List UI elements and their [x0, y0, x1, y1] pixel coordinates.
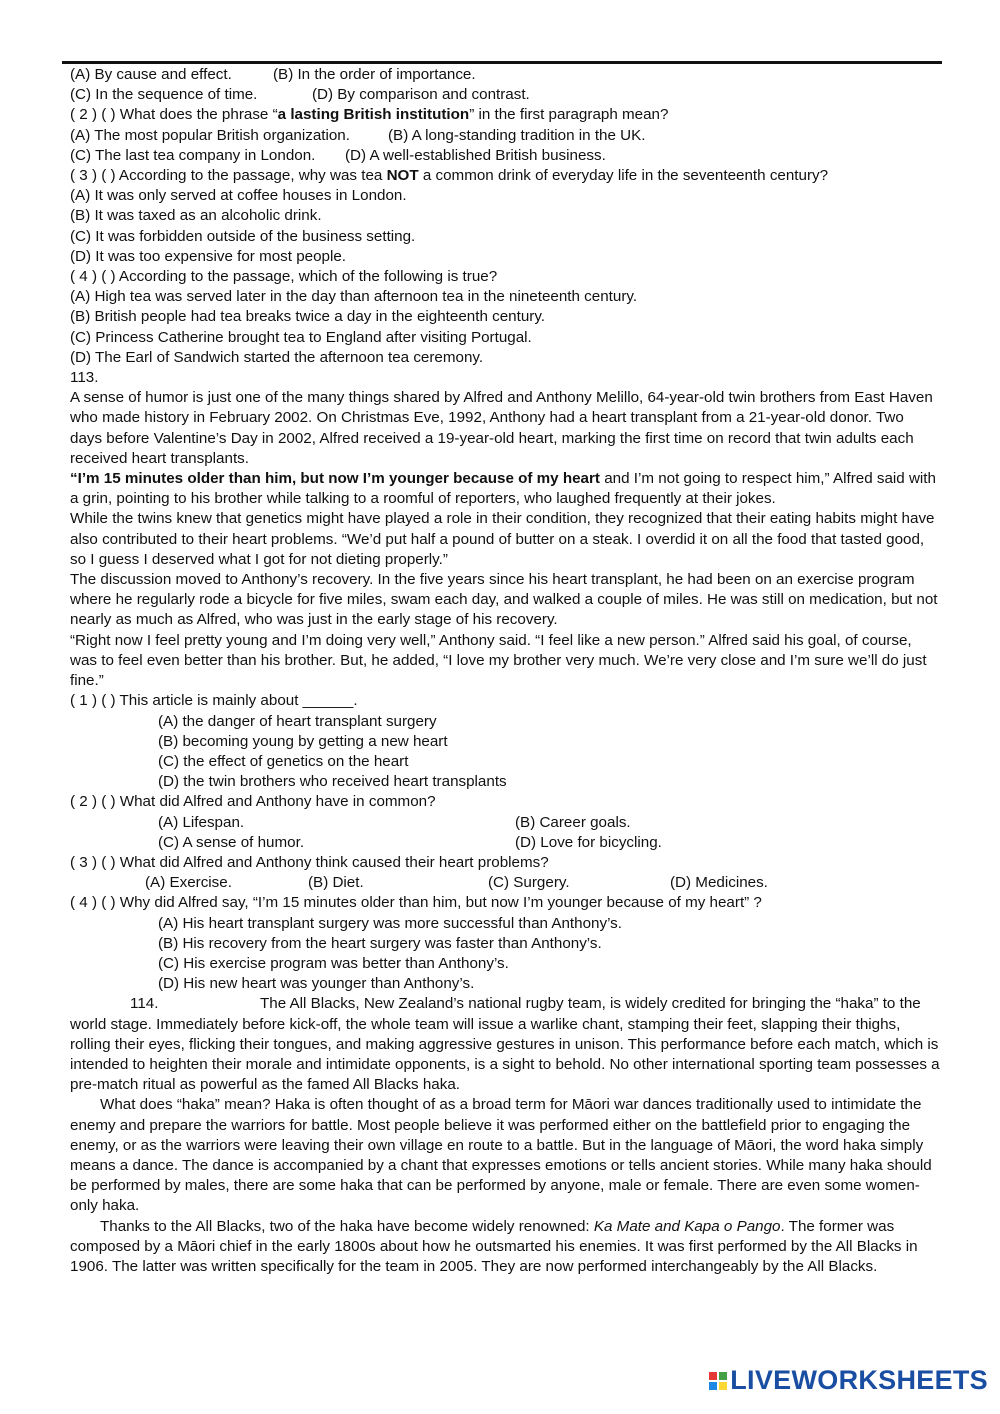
option-line: (C) His exercise program was better than Anthony’s. [158, 954, 509, 972]
option-line: (D) the twin brothers who received heart transplants [158, 773, 507, 791]
option: (B) Career goals. [515, 813, 631, 831]
question-4: ( 4 ) ( ) According to the passage, which of the following is true? [70, 268, 498, 286]
option-line: (C) The last tea company in London. (D) A well-established British business. [70, 146, 606, 164]
question-113-1: ( 1 ) ( ) This article is mainly about ______. [70, 692, 358, 710]
option-line: (A) His heart transplant surgery was more successful than Anthony’s. [158, 914, 622, 932]
passage-113-paragraph: While the twins knew that genetics might have played a role in their condition, they recognized that their eating habits might have also contributed to their heart problems. “We’d put half a pound of butter on a steak. I overdid it on all the food that tasted good, so I guess I deserved what I got for not dieting properly.” [70, 510, 935, 568]
option-line: (A) the danger of heart transplant surgery [158, 712, 437, 730]
question-3: ( 3 ) ( ) According to the passage, why was tea NOT a common drink of everyday life in the seventeenth century? [70, 167, 829, 185]
option-line: (A) By cause and effect. (B) In the order of importance. [70, 66, 476, 83]
option-line: (B) His recovery from the heart surgery was faster than Anthony’s. [158, 934, 602, 952]
passage-114-paragraph: 114. The All Blacks, New Zealand’s national rugby team, is widely credited for bringing the “haka” to the world stage. Immediately before kick-off, the whole team will issue a warlike chant, stamping their feet, slapping their thighs, rolling their eyes, flicking their tongues, and making aggressive gestures in unison. This performance before each match, which is intended to heighten their morale and intimidate opponents, is a sight to behold. No other international sporting team possesses a pre-match ritual as powerful as the famed All Blacks haka. [70, 995, 940, 1094]
option: (B) Diet. [308, 874, 364, 892]
logo-mark-icon [709, 1372, 727, 1390]
option-line: (B) It was taxed as an alcoholic drink. [70, 207, 322, 225]
option-line: (B) British people had tea breaks twice a day in the eighteenth century. [70, 308, 546, 326]
option-line: (A) High tea was served later in the day than afternoon tea in the nineteenth century. [70, 288, 638, 306]
question-113-2: ( 2 ) ( ) What did Alfred and Anthony have in common? [70, 793, 436, 811]
option-line: (B) becoming young by getting a new heart [158, 732, 448, 750]
passage-114-paragraph: Thanks to the All Blacks, two of the haka have become widely renowned: Ka Mate and Kapa o Pango. The former was composed by a Māori chief in the early 1800s about how he outsmarted his enemies. It was first performed by the All Blacks in 1906. The latter was written specifically for the team in 2005. They are now performed interchangeably by the All Blacks. [70, 1217, 918, 1275]
option: (A) Exercise. [145, 874, 232, 892]
option-line: (A) The most popular British organization. (B) A long-standing tradition in the UK. [70, 126, 646, 144]
option-line: (D) It was too expensive for most people. [70, 247, 347, 265]
question-2: ( 2 ) ( ) What does the phrase “a lasting British institution” in the first paragraph mean? [70, 106, 669, 124]
worksheet-body [70, 65, 940, 1277]
liveworksheets-logo [709, 1365, 988, 1396]
option-line: (C) the effect of genetics on the heart [158, 752, 409, 770]
option: (C) Surgery. [488, 874, 570, 892]
option-line: (A) It was only served at coffee houses in London. [70, 187, 407, 205]
passage-113-paragraph: A sense of humor is just one of the many things shared by Alfred and Anthony Melillo, 64-year-old twin brothers from East Haven who made history in February 2002. On Christmas Eve, 1992, Anthony had a heart transplant from a 21-year-old donor. Two days before Valentine’s Day in 2002, Alfred received a 19-year-old heart, marking the first time on record that twin adults each received heart transplants. [70, 389, 933, 467]
option: (D) Love for bicycling. [515, 833, 662, 851]
passage-113-paragraph: The discussion moved to Anthony’s recovery. In the five years since his heart transplant, he had been on an exercise program where he regularly rode a bicycle for five miles, swam each day, and walked a couple of miles. He was still on medication, but not nearly as much as Alfred, who was just in the early stage of his recovery. [70, 571, 938, 629]
passage-113-number: 113. [70, 369, 99, 387]
passage-113-paragraph: “I’m 15 minutes older than him, but now I’m younger because of my heart and I’m not going to respect him,” Alfred said with a grin, pointing to his brother while talking to a roomful of reporters, who laughed frequently at their jokes. [70, 470, 936, 508]
passage-113-paragraph: “Right now I feel pretty young and I’m doing very well,” Anthony said. “I feel like a new person.” Alfred said his goal, of course, was to feel even better than his brother. But, he added, “I love my brother very much. We’re very close and I’m sure we’ll do just fine.” [70, 631, 927, 690]
option: (D) Medicines. [670, 874, 768, 892]
passage-114-paragraph: What does “haka” mean? Haka is often thought of as a broad term for Māori war dances traditionally used to intimidate the enemy and prepare the warriors for battle. Most people believe it was performed either on the battlefield prior to engaging the enemy, or as the warriors were leaving their own village en route to a battle. But in the language of Māori, the word haka simply means a dance. The dance is accompanied by a chant that expresses emotions or tells ancient stories. While many haka should be performed by males, there are some haka that can be performed by anyone, male or female. There are even some women-only haka. [70, 1096, 932, 1215]
option-line: (C) Princess Catherine brought tea to England after visiting Portugal. [70, 328, 532, 346]
option-grid [70, 813, 940, 853]
question-113-4: ( 4 ) ( ) Why did Alfred say, “I’m 15 minutes older than him, but now I’m younger because of my heart” ? [70, 894, 762, 912]
option-line: (C) In the sequence of time. (D) By comparison and contrast. [70, 86, 530, 104]
passage-114-number: 114. [130, 995, 159, 1013]
option-line: (D) His new heart was younger than Anthony’s. [158, 975, 475, 993]
option: (A) Lifespan. [158, 813, 245, 831]
option: (C) A sense of humor. [158, 833, 305, 851]
option-grid [70, 873, 940, 893]
top-rule [62, 61, 942, 64]
option-line: (D) The Earl of Sandwich started the afternoon tea ceremony. [70, 348, 484, 366]
logo-text: LIVEWORKSHEETS [730, 1365, 988, 1395]
question-113-3: ( 3 ) ( ) What did Alfred and Anthony think caused their heart problems? [70, 853, 549, 871]
option-line: (C) It was forbidden outside of the business setting. [70, 227, 416, 245]
